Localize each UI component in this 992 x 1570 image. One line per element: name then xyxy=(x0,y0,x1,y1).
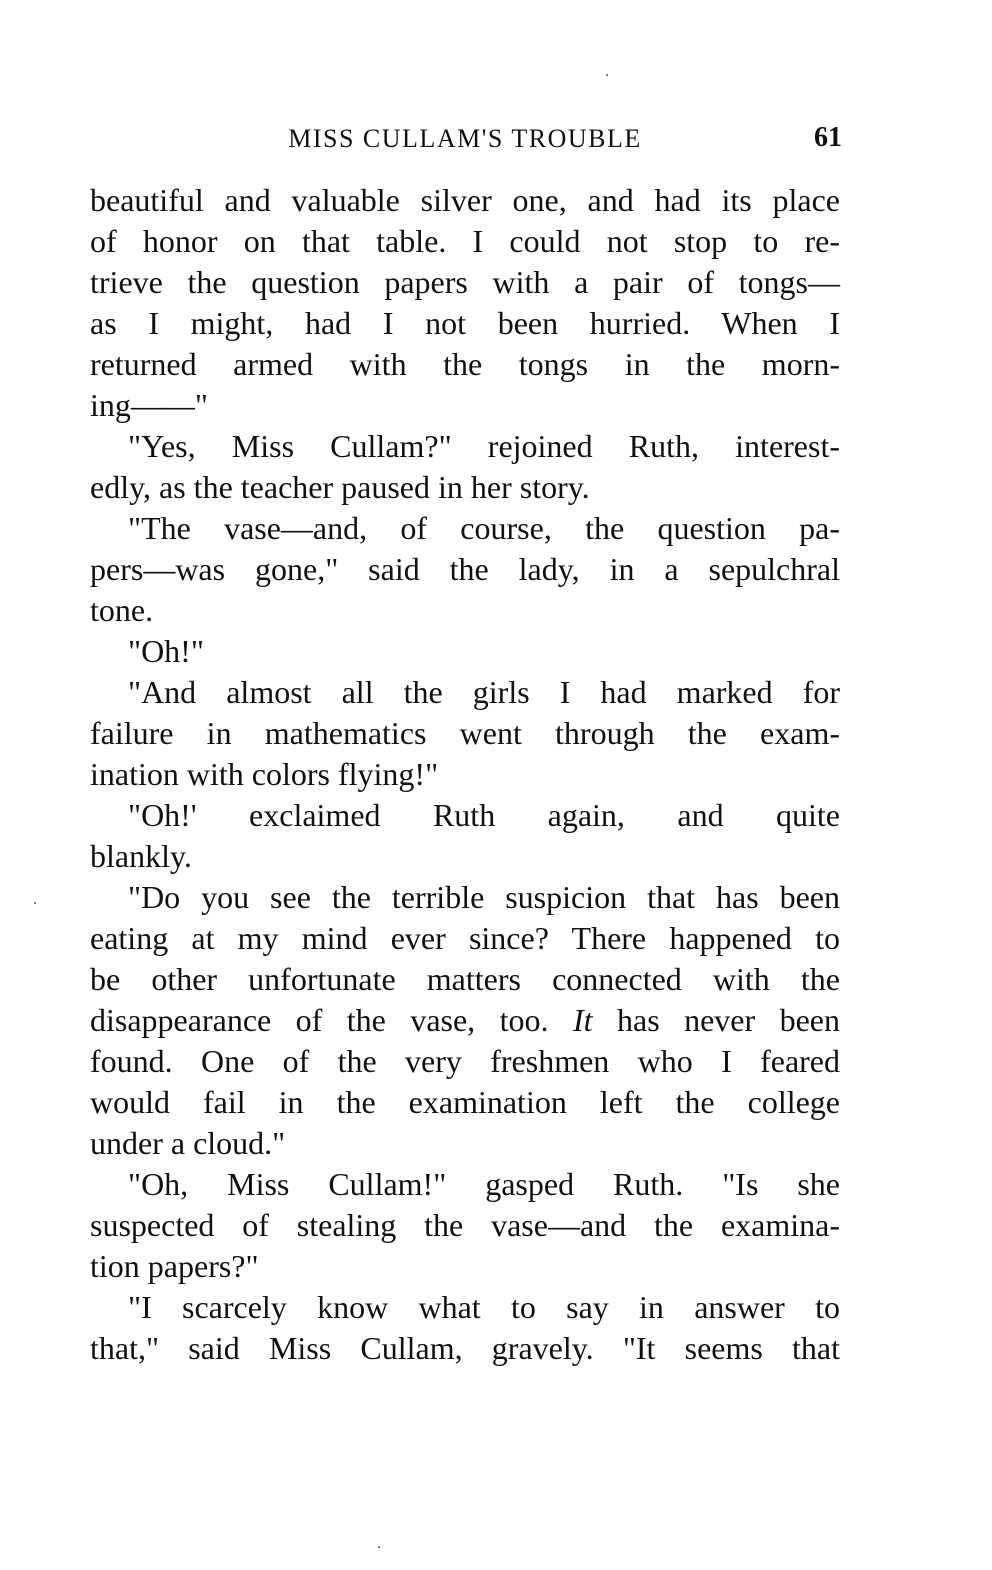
scan-speck xyxy=(378,1546,380,1548)
text-line: "Do you see the terrible suspicion that has been xyxy=(128,879,840,915)
text-line: eating at my mind ever since? There happened to xyxy=(90,920,840,956)
text-line: tone. xyxy=(90,592,154,628)
text-line: pers—was gone," said the lady, in a sepulchral xyxy=(90,551,840,587)
text-line: blankly. xyxy=(90,838,192,874)
page-number: 61 xyxy=(814,122,842,153)
text-segment: has never been xyxy=(616,1002,841,1038)
text-line: failure in mathematics went through the exam- xyxy=(90,715,840,751)
text-line: returned armed with the tongs in the morn- xyxy=(90,346,840,382)
running-title: MISS CULLAM'S TROUBLE xyxy=(288,124,642,153)
text-line: beautiful and valuable silver one, and had its place xyxy=(90,182,840,218)
text-line: ing——" xyxy=(90,387,208,423)
text-line: "I scarcely know what to say in answer to xyxy=(128,1289,840,1325)
text-segment: disappearance of the vase, too. xyxy=(90,1002,549,1038)
text-line: tion papers?" xyxy=(90,1248,259,1284)
scan-speck xyxy=(34,902,36,904)
text-line: "Oh!' exclaimed Ruth again, and quite xyxy=(128,797,840,833)
text-line: suspected of stealing the vase—and the examina- xyxy=(90,1207,840,1243)
text-line: under a cloud." xyxy=(90,1125,286,1161)
text-line: ination with colors flying!" xyxy=(90,756,439,792)
body-text xyxy=(90,180,840,1369)
text-line: "Oh, Miss Cullam!" gasped Ruth. "Is she xyxy=(128,1166,840,1202)
text-line: found. One of the very freshmen who I feared xyxy=(90,1043,840,1079)
text-line: that," said Miss Cullam, gravely. "It seems that xyxy=(90,1330,840,1366)
text-line: of honor on that table. I could not stop to re- xyxy=(90,223,840,259)
text-line-with-italic xyxy=(90,1000,840,1041)
text-line: "And almost all the girls I had marked for xyxy=(128,674,840,710)
italic-word: It xyxy=(572,1002,593,1038)
text-line: be other unfortunate matters connected with the xyxy=(90,961,840,997)
running-head xyxy=(90,120,840,160)
text-line: edly, as the teacher paused in her story. xyxy=(90,469,590,505)
text-line: would fail in the examination left the college xyxy=(90,1084,840,1120)
text-line: trieve the question papers with a pair of tongs— xyxy=(90,264,840,300)
text-line: "Oh!" xyxy=(128,633,204,669)
text-line: "Yes, Miss Cullam?" rejoined Ruth, interest- xyxy=(128,428,840,464)
text-line: "The vase—and, of course, the question pa- xyxy=(128,510,840,546)
scan-speck xyxy=(606,74,608,76)
text-line: as I might, had I not been hurried. When I xyxy=(90,305,840,341)
